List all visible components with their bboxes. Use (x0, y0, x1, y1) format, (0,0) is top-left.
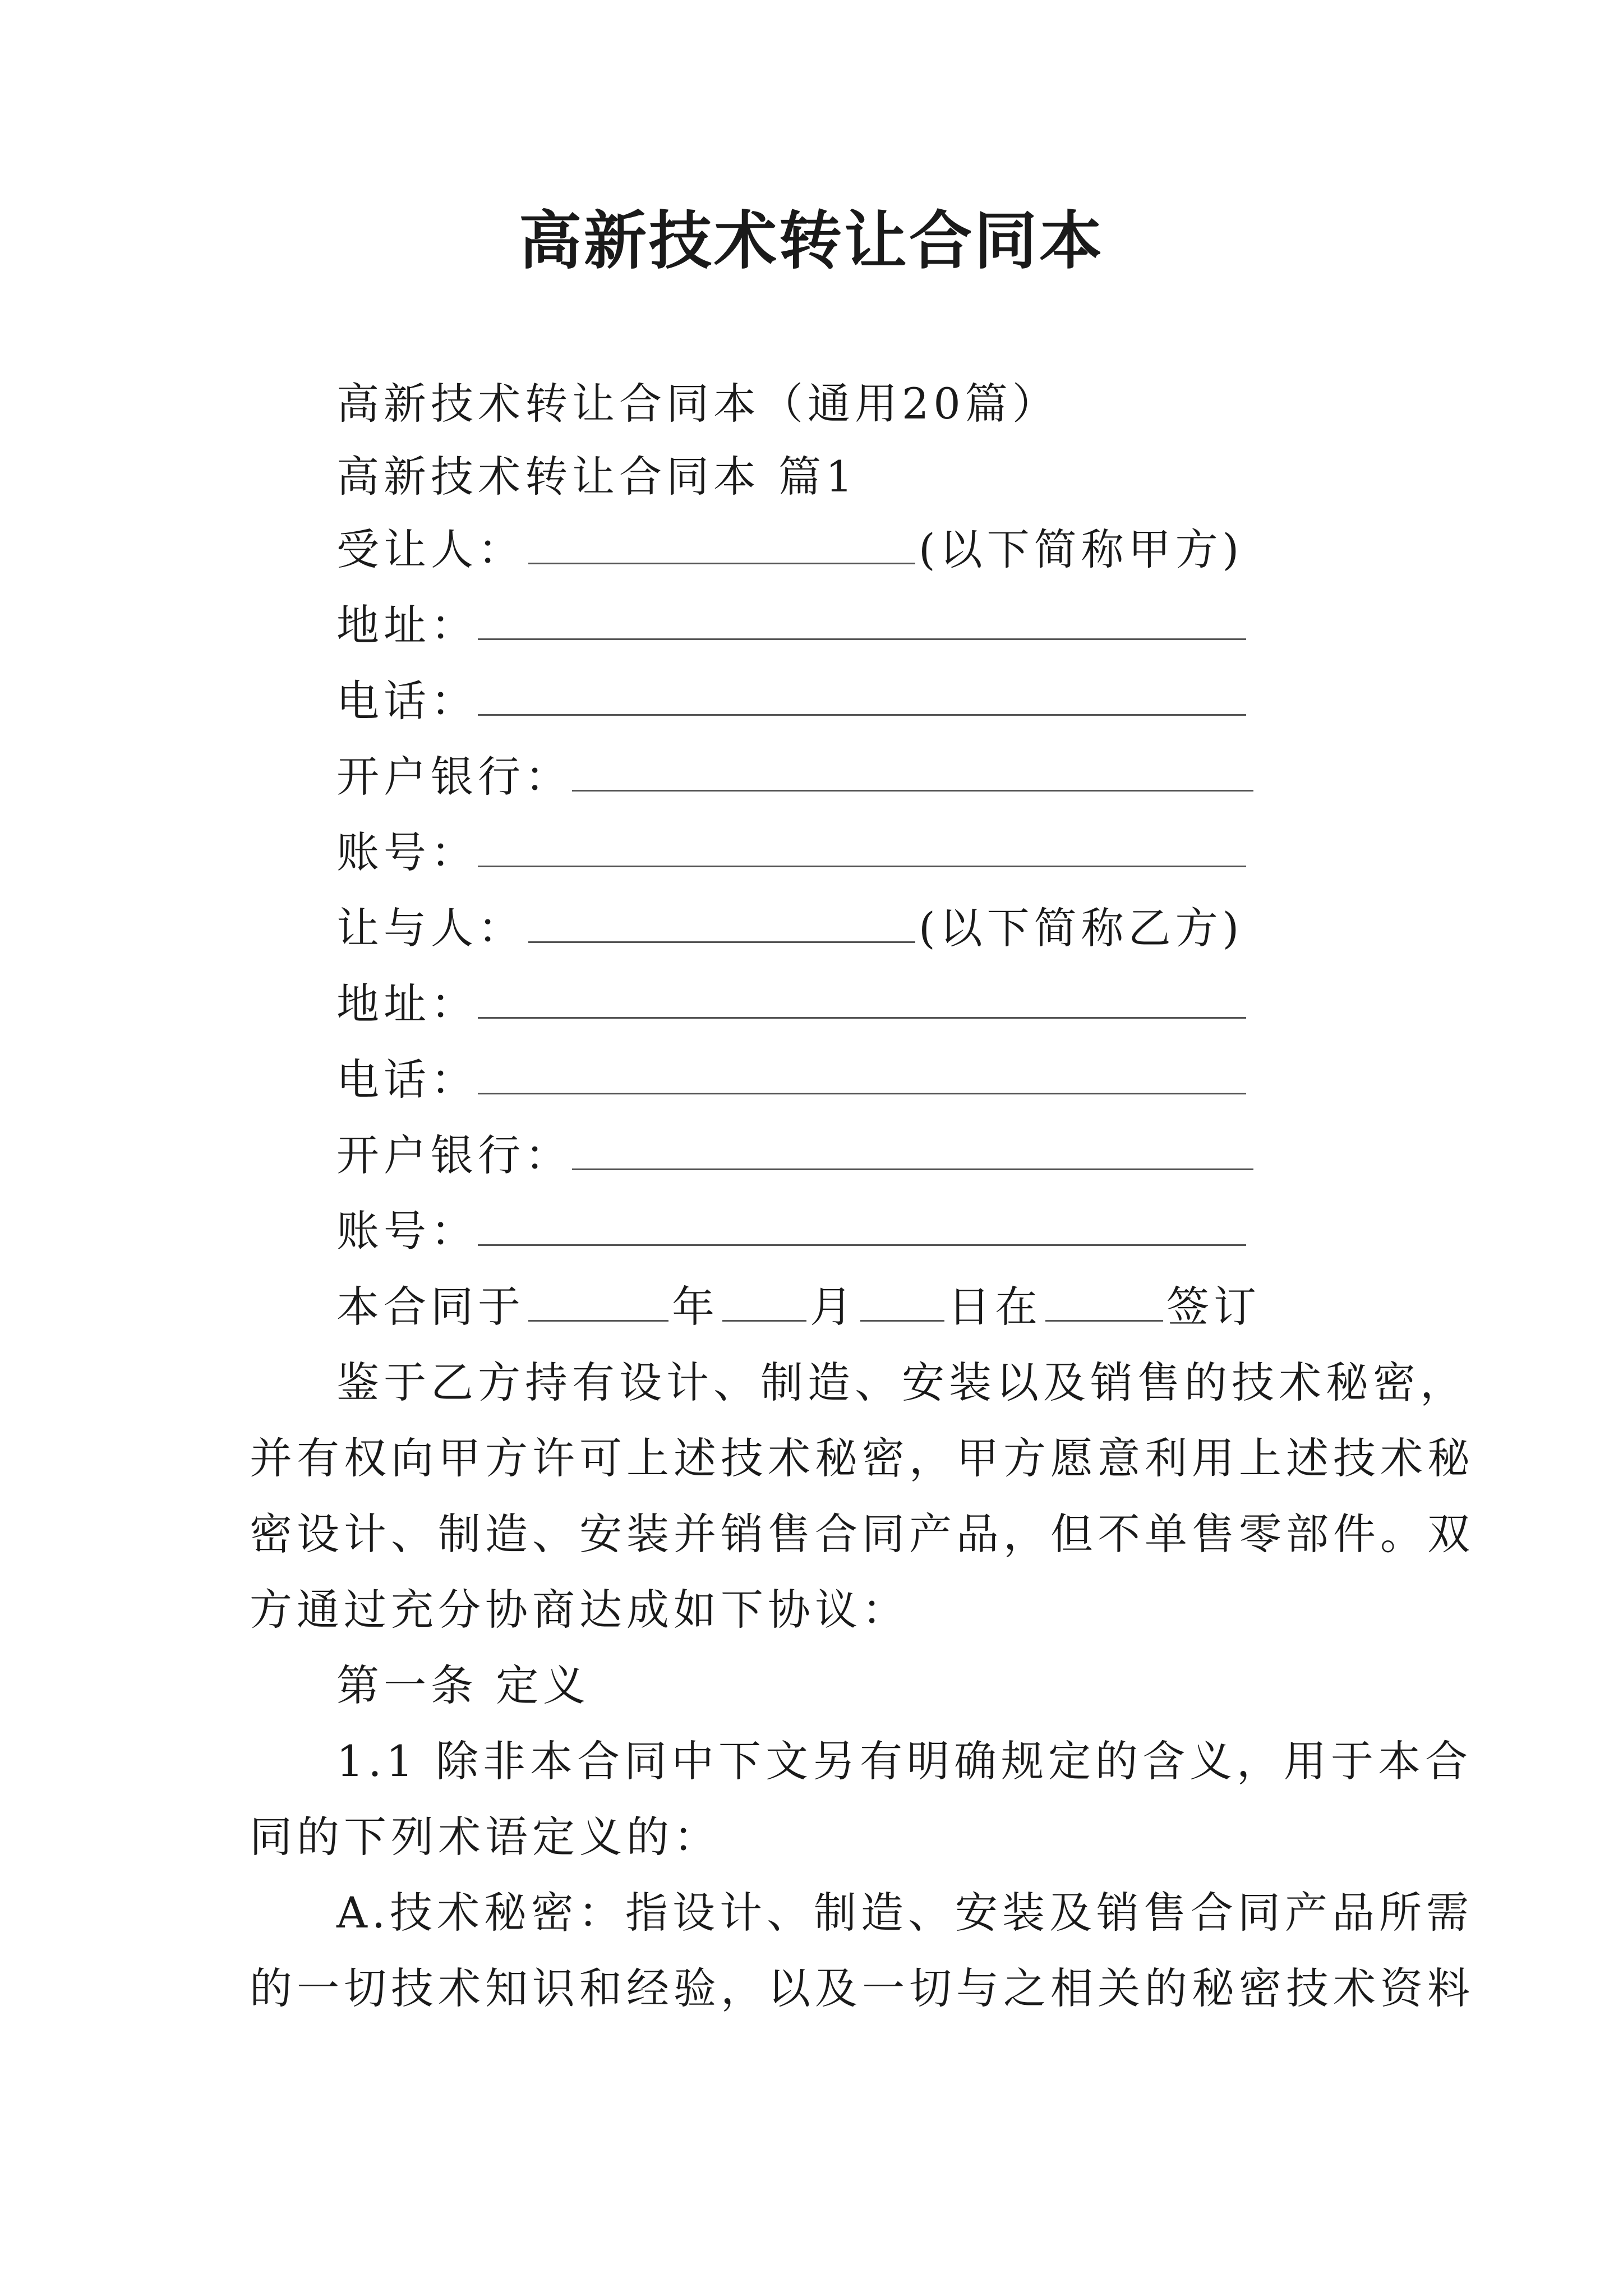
party-a-phone-label: 电话： (336, 676, 478, 726)
party-b-phone-line (336, 1049, 1246, 1111)
signing-line (336, 1276, 1261, 1338)
party-b-address-line (336, 973, 1246, 1035)
signing-day-blank (860, 1281, 944, 1322)
party-a-line (336, 519, 1243, 581)
party-a-address-line (336, 595, 1246, 656)
party-b-bank-line (336, 1125, 1253, 1186)
party-a-phone-line (336, 670, 1246, 732)
signing-day: 日在 (948, 1282, 1042, 1332)
preamble-line-4: 方通过充分协商达成如下协议： (250, 1585, 909, 1635)
signing-place-blank (1045, 1281, 1163, 1322)
party-b-phone-blank (478, 1053, 1246, 1094)
party-a-account-line (336, 822, 1246, 884)
party-b-line (336, 898, 1243, 959)
party-b-phone-label: 电话： (336, 1055, 478, 1105)
subtitle: 高新技术转让合同本（通用20篇） (336, 379, 1059, 429)
party-a-address-label: 地址： (336, 600, 478, 650)
party-a-bank-blank (572, 751, 1253, 792)
clause-a-line-1: A.技术秘密：指设计、制造、安装及销售合同产品所需 (336, 1888, 1474, 1938)
party-b-bank-blank (572, 1129, 1253, 1170)
party-b-address-label: 地址： (336, 979, 478, 1029)
party-a-suffix: (以下简称甲方) (919, 524, 1244, 574)
party-b-account-blank (478, 1205, 1246, 1246)
section-heading: 高新技术转让合同本 篇1 (336, 452, 857, 501)
party-a-label: 受让人： (336, 524, 525, 574)
party-b-suffix: (以下简称乙方) (919, 903, 1244, 953)
signing-suffix: 签订 (1166, 1282, 1261, 1332)
party-b-label: 让与人： (336, 903, 525, 953)
document-title: 高新技术转让合同本 (519, 204, 1104, 278)
preamble-line-2: 并有权向甲方许可上述技术秘密，甲方愿意利用上述技术秘 (250, 1433, 1474, 1483)
party-a-name-blank (528, 523, 915, 564)
party-b-name-blank (528, 902, 915, 943)
signing-prefix: 本合同于 (336, 1282, 525, 1332)
party-b-bank-label: 开户银行： (336, 1130, 572, 1180)
signing-year-blank (528, 1281, 668, 1322)
party-a-phone-blank (478, 675, 1246, 716)
party-a-address-blank (478, 599, 1246, 640)
party-b-account-line (336, 1200, 1246, 1262)
preamble-line-1: 鉴于乙方持有设计、制造、安装以及销售的技术秘密， (336, 1358, 1467, 1407)
party-a-account-label: 账号： (336, 827, 478, 877)
signing-year: 年 (672, 1282, 719, 1332)
party-a-bank-label: 开户银行： (336, 752, 572, 802)
article-1-heading: 第一条 定义 (336, 1660, 591, 1710)
signing-month-blank (722, 1281, 806, 1322)
party-b-address-blank (478, 978, 1246, 1019)
signing-month: 月 (810, 1282, 857, 1332)
clause-a-line-2: 的一切技术知识和经验，以及一切与之相关的秘密技术资料 (250, 1963, 1474, 2013)
party-b-account-label: 账号： (336, 1206, 478, 1256)
clause-1-1-line-2: 同的下列术语定义的： (250, 1812, 721, 1862)
clause-1-1-line-1: 1.1 除非本合同中下文另有明确规定的含义，用于本合 (336, 1736, 1473, 1786)
preamble-line-3: 密设计、制造、安装并销售合同产品，但不单售零部件。双 (250, 1509, 1474, 1559)
party-a-bank-line (336, 746, 1253, 808)
party-a-account-blank (478, 826, 1246, 867)
